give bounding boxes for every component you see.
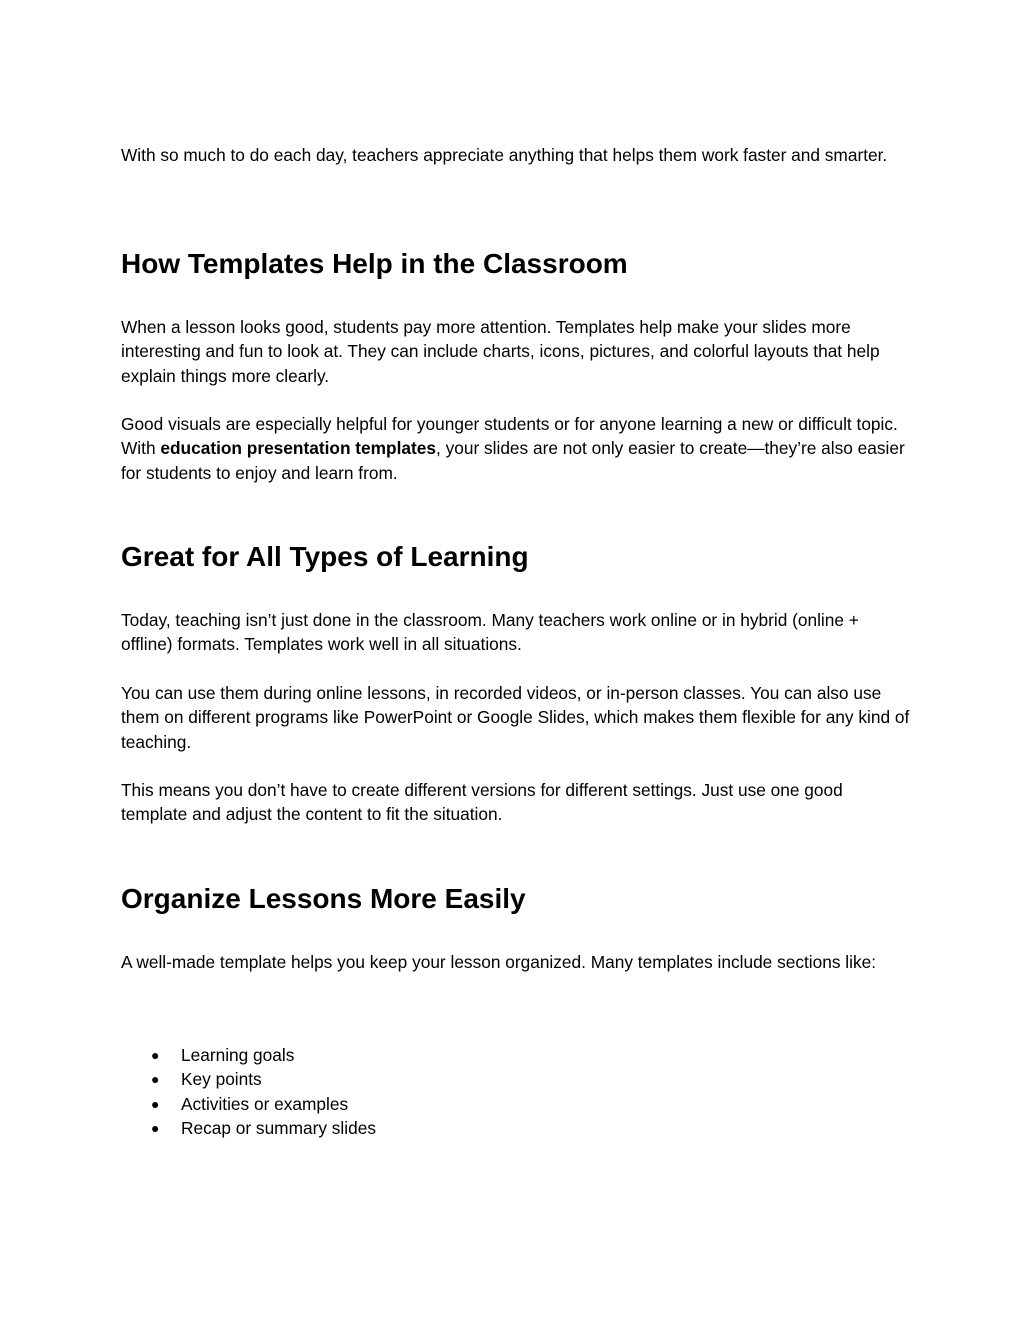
paragraph-lesson-looks-good: When a lesson looks good, students pay more attention. Templates help make your slides more interesting and fun to look at. They can include charts, icons, pictures, and colorful layouts that help explain things more clearly. (121, 317, 880, 386)
list-item-text: Activities or examples (181, 1093, 349, 1114)
bullet-icon: ● (151, 1119, 160, 1136)
paragraph-use-them: You can use them during online lessons, in recorded videos, or in-person classes. You can also use them on different programs like PowerPoint or Google Slides, which makes them flexible for any kind of teaching. (121, 683, 910, 752)
section-heading-all-types-learning: Great for All Types of Learning (121, 541, 529, 572)
paragraph-text: Good visuals are especially helpful for younger students or for anyone learning a new or difficult topic. With (121, 414, 898, 459)
paragraph-teaching-online: Today, teaching isn’t just done in the classroom. Many teachers work online or in hybrid (online + offline) formats. Templates work well in all situations. (121, 610, 859, 655)
paragraph-good-visuals (121, 412, 911, 485)
bullet-icon: ● (151, 1047, 160, 1063)
list-item-text: Recap or summary slides (181, 1117, 376, 1138)
section-heading-templates-classroom: How Templates Help in the Classroom (121, 248, 628, 279)
paragraph-text: , your slides are not only easier to create—they’re also easier for students to enjoy and learn from. (121, 438, 905, 483)
section-heading-organize-lessons: Organize Lessons More Easily (121, 883, 526, 914)
paragraph-different-versions: This means you don’t have to create different versions for different settings. Just use one good template and adjust the content to fit the situation. (121, 780, 843, 825)
list-item-text: Learning goals (181, 1045, 295, 1065)
bold-phrase: education presentation templates (160, 438, 436, 459)
bullet-icon: ● (151, 1071, 160, 1088)
bullet-icon: ● (151, 1095, 160, 1112)
intro-paragraph: With so much to do each day, teachers appreciate anything that helps them work faster and smarter. (121, 145, 888, 165)
paragraph-well-made-template: A well-made template helps you keep your lesson organized. Many templates include sections like: (121, 952, 877, 972)
list-item-text: Key points (181, 1069, 262, 1090)
